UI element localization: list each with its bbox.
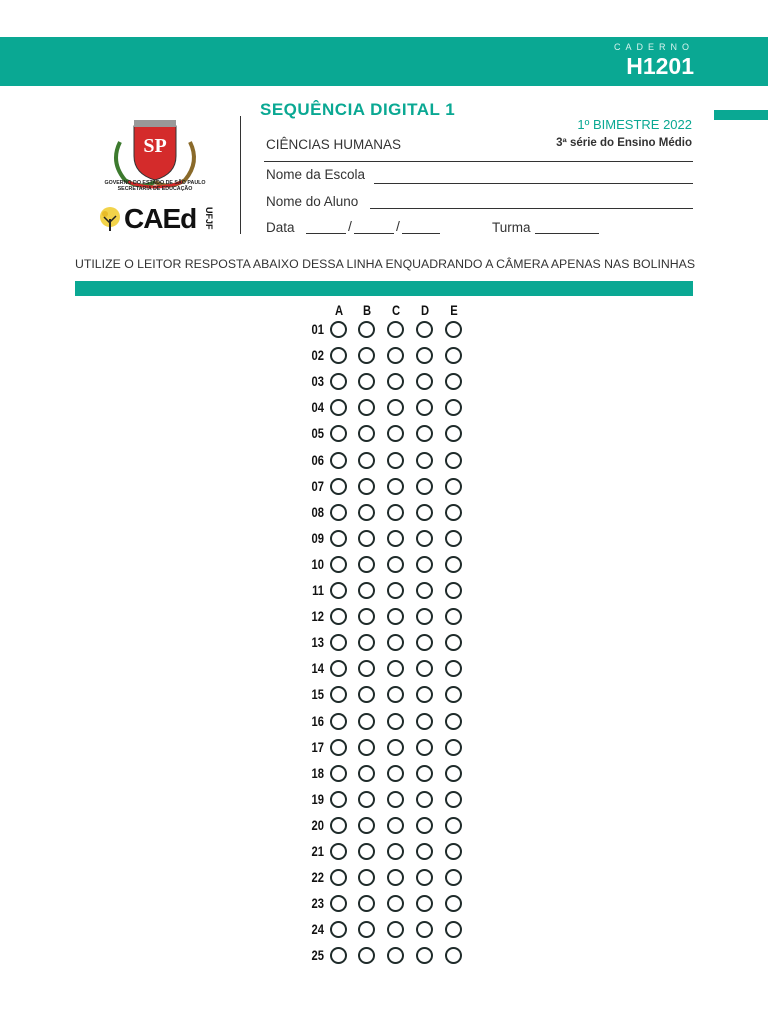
answer-bubble-08-b[interactable] — [358, 504, 375, 521]
data-label: Data — [266, 220, 295, 235]
caed-tree-icon — [96, 205, 124, 233]
answer-bubble-24-c[interactable] — [387, 921, 404, 938]
answer-bubble-09-c[interactable] — [387, 530, 404, 547]
question-number: 08 — [311, 503, 324, 520]
answer-bubble-19-b[interactable] — [358, 791, 375, 808]
answer-bubble-21-c[interactable] — [387, 843, 404, 860]
answer-bubble-01-c[interactable] — [387, 321, 404, 338]
answer-bubble-11-b[interactable] — [358, 582, 375, 599]
answer-bubble-17-b[interactable] — [358, 739, 375, 756]
answer-bubble-20-e[interactable] — [445, 817, 462, 834]
answer-bubble-18-d[interactable] — [416, 765, 433, 782]
answer-bubble-09-a[interactable] — [330, 530, 347, 547]
answer-bubble-24-a[interactable] — [330, 921, 347, 938]
column-header-a: A — [334, 302, 344, 318]
answer-bubble-19-d[interactable] — [416, 791, 433, 808]
answer-bubble-11-e[interactable] — [445, 582, 462, 599]
question-number: 20 — [311, 816, 324, 833]
scanner-instruction: UTILIZE O LEITOR RESPOSTA ABAIXO DESSA LINHA ENQUADRANDO A CÂMERA APENAS NAS BOLINHAS — [75, 257, 696, 271]
answer-bubble-21-a[interactable] — [330, 843, 347, 860]
column-header-d: D — [420, 302, 430, 318]
answer-bubble-11-c[interactable] — [387, 582, 404, 599]
answer-bubble-02-c[interactable] — [387, 347, 404, 364]
answer-bubble-25-b[interactable] — [358, 947, 375, 964]
government-label — [96, 180, 214, 192]
answer-bubble-12-a[interactable] — [330, 608, 347, 625]
scan-guide-bar — [75, 281, 693, 296]
question-number: 23 — [311, 895, 324, 912]
answer-bubble-07-b[interactable] — [358, 478, 375, 495]
answer-bubble-04-c[interactable] — [387, 399, 404, 416]
answer-bubble-01-a[interactable] — [330, 321, 347, 338]
question-number: 03 — [311, 373, 324, 390]
question-number: 04 — [311, 399, 324, 416]
answer-bubble-14-a[interactable] — [330, 660, 347, 677]
answer-bubble-07-c[interactable] — [387, 478, 404, 495]
aluno-field[interactable] — [370, 208, 693, 209]
answer-bubble-04-e[interactable] — [445, 399, 462, 416]
answer-bubble-19-a[interactable] — [330, 791, 347, 808]
escola-field[interactable] — [374, 183, 693, 184]
answer-bubble-24-d[interactable] — [416, 921, 433, 938]
answer-bubble-12-b[interactable] — [358, 608, 375, 625]
answer-bubble-12-d[interactable] — [416, 608, 433, 625]
answer-bubble-05-a[interactable] — [330, 425, 347, 442]
answer-bubble-04-b[interactable] — [358, 399, 375, 416]
answer-bubble-09-e[interactable] — [445, 530, 462, 547]
answer-bubble-17-e[interactable] — [445, 739, 462, 756]
question-number: 05 — [311, 425, 324, 442]
question-number: 09 — [311, 529, 324, 546]
caed-name: CAEd — [124, 203, 197, 234]
divider-line — [264, 161, 693, 162]
answer-bubble-08-c[interactable] — [387, 504, 404, 521]
answer-bubble-07-a[interactable] — [330, 478, 347, 495]
question-number: 06 — [311, 451, 324, 468]
answer-bubble-21-d[interactable] — [416, 843, 433, 860]
answer-bubble-25-d[interactable] — [416, 947, 433, 964]
answer-bubble-15-b[interactable] — [358, 686, 375, 703]
answer-bubble-13-d[interactable] — [416, 634, 433, 651]
answer-bubble-23-d[interactable] — [416, 895, 433, 912]
answer-bubble-03-d[interactable] — [416, 373, 433, 390]
answer-bubble-02-a[interactable] — [330, 347, 347, 364]
answer-bubble-22-d[interactable] — [416, 869, 433, 886]
answer-bubble-19-c[interactable] — [387, 791, 404, 808]
question-number: 25 — [311, 947, 324, 964]
answer-bubble-21-b[interactable] — [358, 843, 375, 860]
question-number: 14 — [311, 660, 324, 677]
answer-bubble-06-a[interactable] — [330, 452, 347, 469]
answer-bubble-15-a[interactable] — [330, 686, 347, 703]
answer-bubble-20-d[interactable] — [416, 817, 433, 834]
answer-bubble-25-c[interactable] — [387, 947, 404, 964]
answer-bubble-05-e[interactable] — [445, 425, 462, 442]
answer-bubble-08-d[interactable] — [416, 504, 433, 521]
question-number: 07 — [311, 477, 324, 494]
answer-bubble-10-b[interactable] — [358, 556, 375, 573]
escola-label: Nome da Escola — [266, 167, 366, 182]
answer-bubble-10-e[interactable] — [445, 556, 462, 573]
answer-bubble-25-e[interactable] — [445, 947, 462, 964]
question-number: 17 — [311, 738, 324, 755]
answer-bubble-16-e[interactable] — [445, 713, 462, 730]
side-tab-decoration — [714, 110, 768, 120]
question-number: 24 — [311, 921, 324, 938]
answer-bubble-07-d[interactable] — [416, 478, 433, 495]
answer-bubble-18-e[interactable] — [445, 765, 462, 782]
answer-bubble-01-e[interactable] — [445, 321, 462, 338]
answer-bubble-17-d[interactable] — [416, 739, 433, 756]
date-separator-2: / — [396, 218, 400, 234]
answer-bubble-21-e[interactable] — [445, 843, 462, 860]
question-number: 22 — [311, 869, 324, 886]
question-number: 18 — [311, 764, 324, 781]
date-month-field[interactable] — [354, 233, 394, 234]
answer-bubble-23-e[interactable] — [445, 895, 462, 912]
answer-bubble-05-c[interactable] — [387, 425, 404, 442]
subject-label: CIÊNCIAS HUMANAS — [266, 137, 402, 152]
answer-bubble-15-c[interactable] — [387, 686, 404, 703]
answer-bubble-09-d[interactable] — [416, 530, 433, 547]
vertical-divider — [240, 116, 241, 234]
sp-emblem-text: SP — [143, 135, 167, 157]
answer-bubble-16-d[interactable] — [416, 713, 433, 730]
column-header-e: E — [450, 302, 458, 318]
answer-bubble-02-e[interactable] — [445, 347, 462, 364]
answer-bubble-15-d[interactable] — [416, 686, 433, 703]
answer-bubble-03-a[interactable] — [330, 373, 347, 390]
question-number: 19 — [311, 790, 324, 807]
answer-bubble-04-a[interactable] — [330, 399, 347, 416]
answer-bubble-03-b[interactable] — [358, 373, 375, 390]
answer-bubble-12-e[interactable] — [445, 608, 462, 625]
answer-bubble-11-a[interactable] — [330, 582, 347, 599]
question-number: 13 — [311, 634, 324, 651]
question-number: 11 — [312, 582, 324, 598]
date-day-field[interactable] — [306, 233, 346, 234]
answer-bubble-20-a[interactable] — [330, 817, 347, 834]
caderno-code: H1201 — [626, 53, 694, 79]
answer-bubble-13-b[interactable] — [358, 634, 375, 651]
answer-bubble-19-e[interactable] — [445, 791, 462, 808]
answer-bubble-25-a[interactable] — [330, 947, 347, 964]
answer-bubble-24-b[interactable] — [358, 921, 375, 938]
answer-bubble-13-c[interactable] — [387, 634, 404, 651]
answer-bubble-24-e[interactable] — [445, 921, 462, 938]
answer-bubble-18-c[interactable] — [387, 765, 404, 782]
answer-bubble-01-b[interactable] — [358, 321, 375, 338]
answer-bubble-16-c[interactable] — [387, 713, 404, 730]
answer-bubble-13-e[interactable] — [445, 634, 462, 651]
answer-bubble-23-c[interactable] — [387, 895, 404, 912]
answer-bubble-10-d[interactable] — [416, 556, 433, 573]
answer-bubble-06-b[interactable] — [358, 452, 375, 469]
answer-bubble-06-e[interactable] — [445, 452, 462, 469]
answer-bubble-17-c[interactable] — [387, 739, 404, 756]
answer-bubble-12-c[interactable] — [387, 608, 404, 625]
question-number: 01 — [311, 321, 324, 337]
aluno-label: Nome do Aluno — [266, 194, 359, 209]
answer-bubble-05-b[interactable] — [358, 425, 375, 442]
answer-bubble-15-e[interactable] — [445, 686, 462, 703]
date-separator-1: / — [348, 218, 352, 234]
question-number: 16 — [311, 712, 324, 729]
page-title: SEQUÊNCIA DIGITAL 1 — [260, 100, 456, 119]
gov-line-2: SECRETARIA DE EDUCAÇÃO — [117, 186, 193, 192]
answer-bubble-16-a[interactable] — [330, 713, 347, 730]
answer-bubble-14-e[interactable] — [445, 660, 462, 677]
answer-bubble-08-a[interactable] — [330, 504, 347, 521]
answer-bubble-22-b[interactable] — [358, 869, 375, 886]
answer-bubble-05-d[interactable] — [416, 425, 433, 442]
turma-field[interactable] — [535, 233, 599, 234]
turma-label: Turma — [492, 220, 531, 235]
answer-bubble-14-c[interactable] — [387, 660, 404, 677]
answer-bubble-18-b[interactable] — [358, 765, 375, 782]
question-number: 15 — [311, 686, 324, 703]
caed-logo — [96, 203, 226, 237]
answer-bubble-03-e[interactable] — [445, 373, 462, 390]
date-year-field[interactable] — [402, 233, 440, 234]
answer-bubble-16-b[interactable] — [358, 713, 375, 730]
answer-bubble-10-a[interactable] — [330, 556, 347, 573]
gov-line-1: GOVERNO DO ESTADO DE SÃO PAULO — [104, 180, 206, 186]
answer-bubble-20-b[interactable] — [358, 817, 375, 834]
answer-bubble-17-a[interactable] — [330, 739, 347, 756]
answer-bubble-06-d[interactable] — [416, 452, 433, 469]
question-number: 02 — [311, 347, 324, 364]
answer-bubble-01-d[interactable] — [416, 321, 433, 338]
answer-bubble-23-b[interactable] — [358, 895, 375, 912]
answer-bubble-10-c[interactable] — [387, 556, 404, 573]
caed-ufjf: UFJF — [204, 207, 214, 230]
answer-bubble-14-d[interactable] — [416, 660, 433, 677]
serie-label: 3ª série do Ensino Médio — [556, 137, 692, 149]
column-header-c: C — [391, 302, 401, 318]
answer-bubble-13-a[interactable] — [330, 634, 347, 651]
answer-bubble-18-a[interactable] — [330, 765, 347, 782]
question-number: 12 — [311, 608, 324, 625]
question-number: 10 — [311, 555, 324, 572]
answer-bubble-02-d[interactable] — [416, 347, 433, 364]
answer-bubble-22-a[interactable] — [330, 869, 347, 886]
caderno-label: CADERNO — [613, 42, 694, 52]
answer-bubble-04-d[interactable] — [416, 399, 433, 416]
answer-bubble-11-d[interactable] — [416, 582, 433, 599]
question-number: 21 — [311, 843, 324, 859]
answer-bubble-22-c[interactable] — [387, 869, 404, 886]
answer-bubble-20-c[interactable] — [387, 817, 404, 834]
answer-bubble-02-b[interactable] — [358, 347, 375, 364]
answer-bubble-14-b[interactable] — [358, 660, 375, 677]
bimestre-label: 1º BIMESTRE 2022 — [577, 117, 692, 132]
header-band — [0, 37, 768, 86]
answer-bubble-07-e[interactable] — [445, 478, 462, 495]
answer-bubble-23-a[interactable] — [330, 895, 347, 912]
answer-bubble-08-e[interactable] — [445, 504, 462, 521]
column-header-b: B — [362, 302, 372, 318]
answer-bubble-03-c[interactable] — [387, 373, 404, 390]
answer-bubble-22-e[interactable] — [445, 869, 462, 886]
answer-bubble-06-c[interactable] — [387, 452, 404, 469]
answer-bubble-09-b[interactable] — [358, 530, 375, 547]
